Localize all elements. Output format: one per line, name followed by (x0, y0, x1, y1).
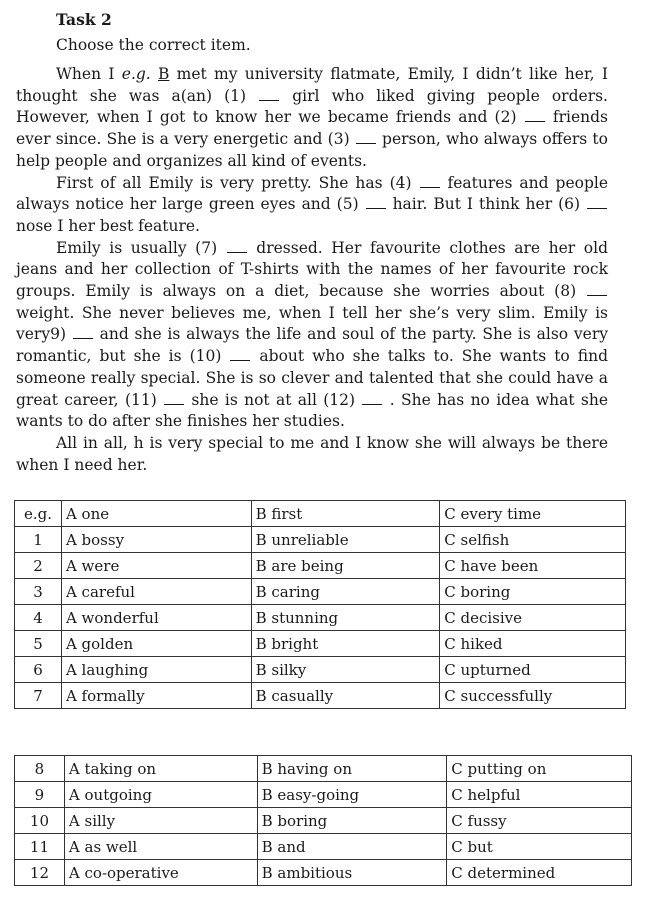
text-span: When I (56, 65, 122, 83)
item-number: 7 (15, 683, 62, 709)
text-span: weight. She never believes me, when I tell her she’s very slim. Emily is very9) (16, 303, 608, 344)
blank-12[interactable] (362, 392, 382, 405)
option-c[interactable]: C selfish (440, 527, 626, 553)
blank-5[interactable] (366, 196, 386, 209)
option-row (15, 683, 626, 709)
option-b[interactable]: B boring (257, 808, 447, 834)
option-a[interactable]: A careful (61, 579, 251, 605)
option-b[interactable]: B having on (257, 756, 447, 782)
option-c[interactable]: C decisive (440, 605, 626, 631)
option-row (15, 657, 626, 683)
option-row (15, 860, 632, 886)
option-c[interactable]: C helpful (447, 782, 632, 808)
option-a[interactable]: A silly (64, 808, 257, 834)
option-b[interactable]: B silky (251, 657, 440, 683)
option-c[interactable]: C determined (447, 860, 632, 886)
paragraph-2 (16, 173, 608, 238)
options-table-1 (14, 500, 626, 709)
blank-8[interactable] (587, 283, 607, 296)
example-answer: B (158, 65, 170, 83)
option-row (15, 553, 626, 579)
blank-9[interactable] (73, 326, 93, 339)
item-number: 3 (15, 579, 62, 605)
blank-1[interactable] (259, 88, 279, 101)
option-a[interactable]: A outgoing (64, 782, 257, 808)
option-c[interactable]: C but (447, 834, 632, 860)
item-number: e.g. (15, 501, 62, 527)
option-c[interactable]: C every time (440, 501, 626, 527)
option-a[interactable]: A wonderful (61, 605, 251, 631)
option-row (15, 501, 626, 527)
option-row (15, 527, 626, 553)
option-row (15, 579, 626, 605)
item-number: 12 (15, 860, 65, 886)
text-span: hair. But I think her (6) (386, 195, 586, 214)
blank-11[interactable] (164, 392, 184, 405)
text-span: and she is always the life and soul of the party. She is also very romantic, but she is (10) (16, 325, 608, 366)
option-c[interactable]: C have been (440, 553, 626, 579)
option-b[interactable]: B bright (251, 631, 440, 657)
item-number: 10 (15, 808, 65, 834)
passage (16, 64, 608, 476)
option-row (15, 631, 626, 657)
option-c[interactable]: C fussy (447, 808, 632, 834)
option-row (15, 808, 632, 834)
text-span: Emily is usually (7) (56, 238, 226, 257)
option-b[interactable]: B caring (251, 579, 440, 605)
blank-7[interactable] (227, 240, 247, 253)
option-row (15, 834, 632, 860)
option-a[interactable]: A laughing (61, 657, 251, 683)
option-a[interactable]: A co-operative (64, 860, 257, 886)
option-a[interactable]: A bossy (61, 527, 251, 553)
paragraph-4: All in all, h is very special to me and I know she will always be there when I need her. (16, 433, 608, 474)
option-a[interactable]: A golden (61, 631, 251, 657)
option-c[interactable]: C successfully (440, 683, 626, 709)
blank-2[interactable] (525, 109, 545, 122)
option-b[interactable]: B ambitious (257, 860, 447, 886)
option-a[interactable]: A one (61, 501, 251, 527)
option-row (15, 605, 626, 631)
option-b[interactable]: B are being (251, 553, 440, 579)
item-number: 1 (15, 527, 62, 553)
item-number: 5 (15, 631, 62, 657)
paragraph-1 (16, 64, 608, 173)
item-number: 2 (15, 553, 62, 579)
option-c[interactable]: C boring (440, 579, 626, 605)
blank-10[interactable] (230, 348, 250, 361)
item-number: 11 (15, 834, 65, 860)
option-c[interactable]: C upturned (440, 657, 626, 683)
option-row (15, 756, 632, 782)
option-b[interactable]: B easy-going (257, 782, 447, 808)
option-b[interactable]: B casually (251, 683, 440, 709)
text-span: . She has no idea what she wants to do after she finishes her studies. (16, 390, 608, 431)
option-c[interactable]: C hiked (440, 631, 626, 657)
text-span: features and people always notice her large green eyes and (5) (16, 173, 608, 214)
task-title: Task 2 (56, 10, 112, 29)
text-span: First of all Emily is very pretty. She has (4) (56, 173, 419, 192)
instruction: Choose the correct item. (56, 36, 251, 54)
text-span: friends ever since. She is a very energetic and (3) (16, 108, 609, 149)
option-a[interactable]: A as well (64, 834, 257, 860)
text-span: she is not at all (12) (185, 390, 362, 409)
item-number: 4 (15, 605, 62, 631)
option-a[interactable]: A taking on (64, 756, 257, 782)
option-a[interactable]: A formally (61, 683, 251, 709)
paragraph-3 (16, 238, 608, 433)
text-span: dressed. Her favourite clothes are her old jeans and her collection of T-shirts with the names of her favourite rock groups. Emily is always on a diet, because she worries about (8) (16, 238, 609, 301)
text-span: girl who liked giving people orders. However, when I got to know her we became friends and (2) (16, 86, 608, 127)
option-row (15, 782, 632, 808)
text-span: about who she talks to. She wants to find someone really special. She is so clever and talented that she could have a great career, (11) (16, 347, 608, 409)
text-span: met my university flatmate, Emily, I didn’t like her, I thought she was a(an) (1) (16, 65, 608, 105)
blank-6[interactable] (587, 196, 607, 209)
option-c[interactable]: C putting on (447, 756, 632, 782)
option-b[interactable]: B and (257, 834, 447, 860)
text-span: nose I her best feature. (16, 216, 200, 235)
blank-3[interactable] (356, 131, 376, 144)
option-b[interactable]: B unreliable (251, 527, 440, 553)
item-number: 9 (15, 782, 65, 808)
text-span: person, who always offers to help people and organizes all kind of events. (16, 130, 608, 170)
item-number: 8 (15, 756, 65, 782)
option-a[interactable]: A were (61, 553, 251, 579)
option-b[interactable]: B stunning (251, 605, 440, 631)
option-b[interactable]: B first (251, 501, 440, 527)
example-label: e.g. (121, 65, 151, 83)
options-table-2 (14, 755, 632, 886)
blank-4[interactable] (420, 175, 440, 188)
item-number: 6 (15, 657, 62, 683)
